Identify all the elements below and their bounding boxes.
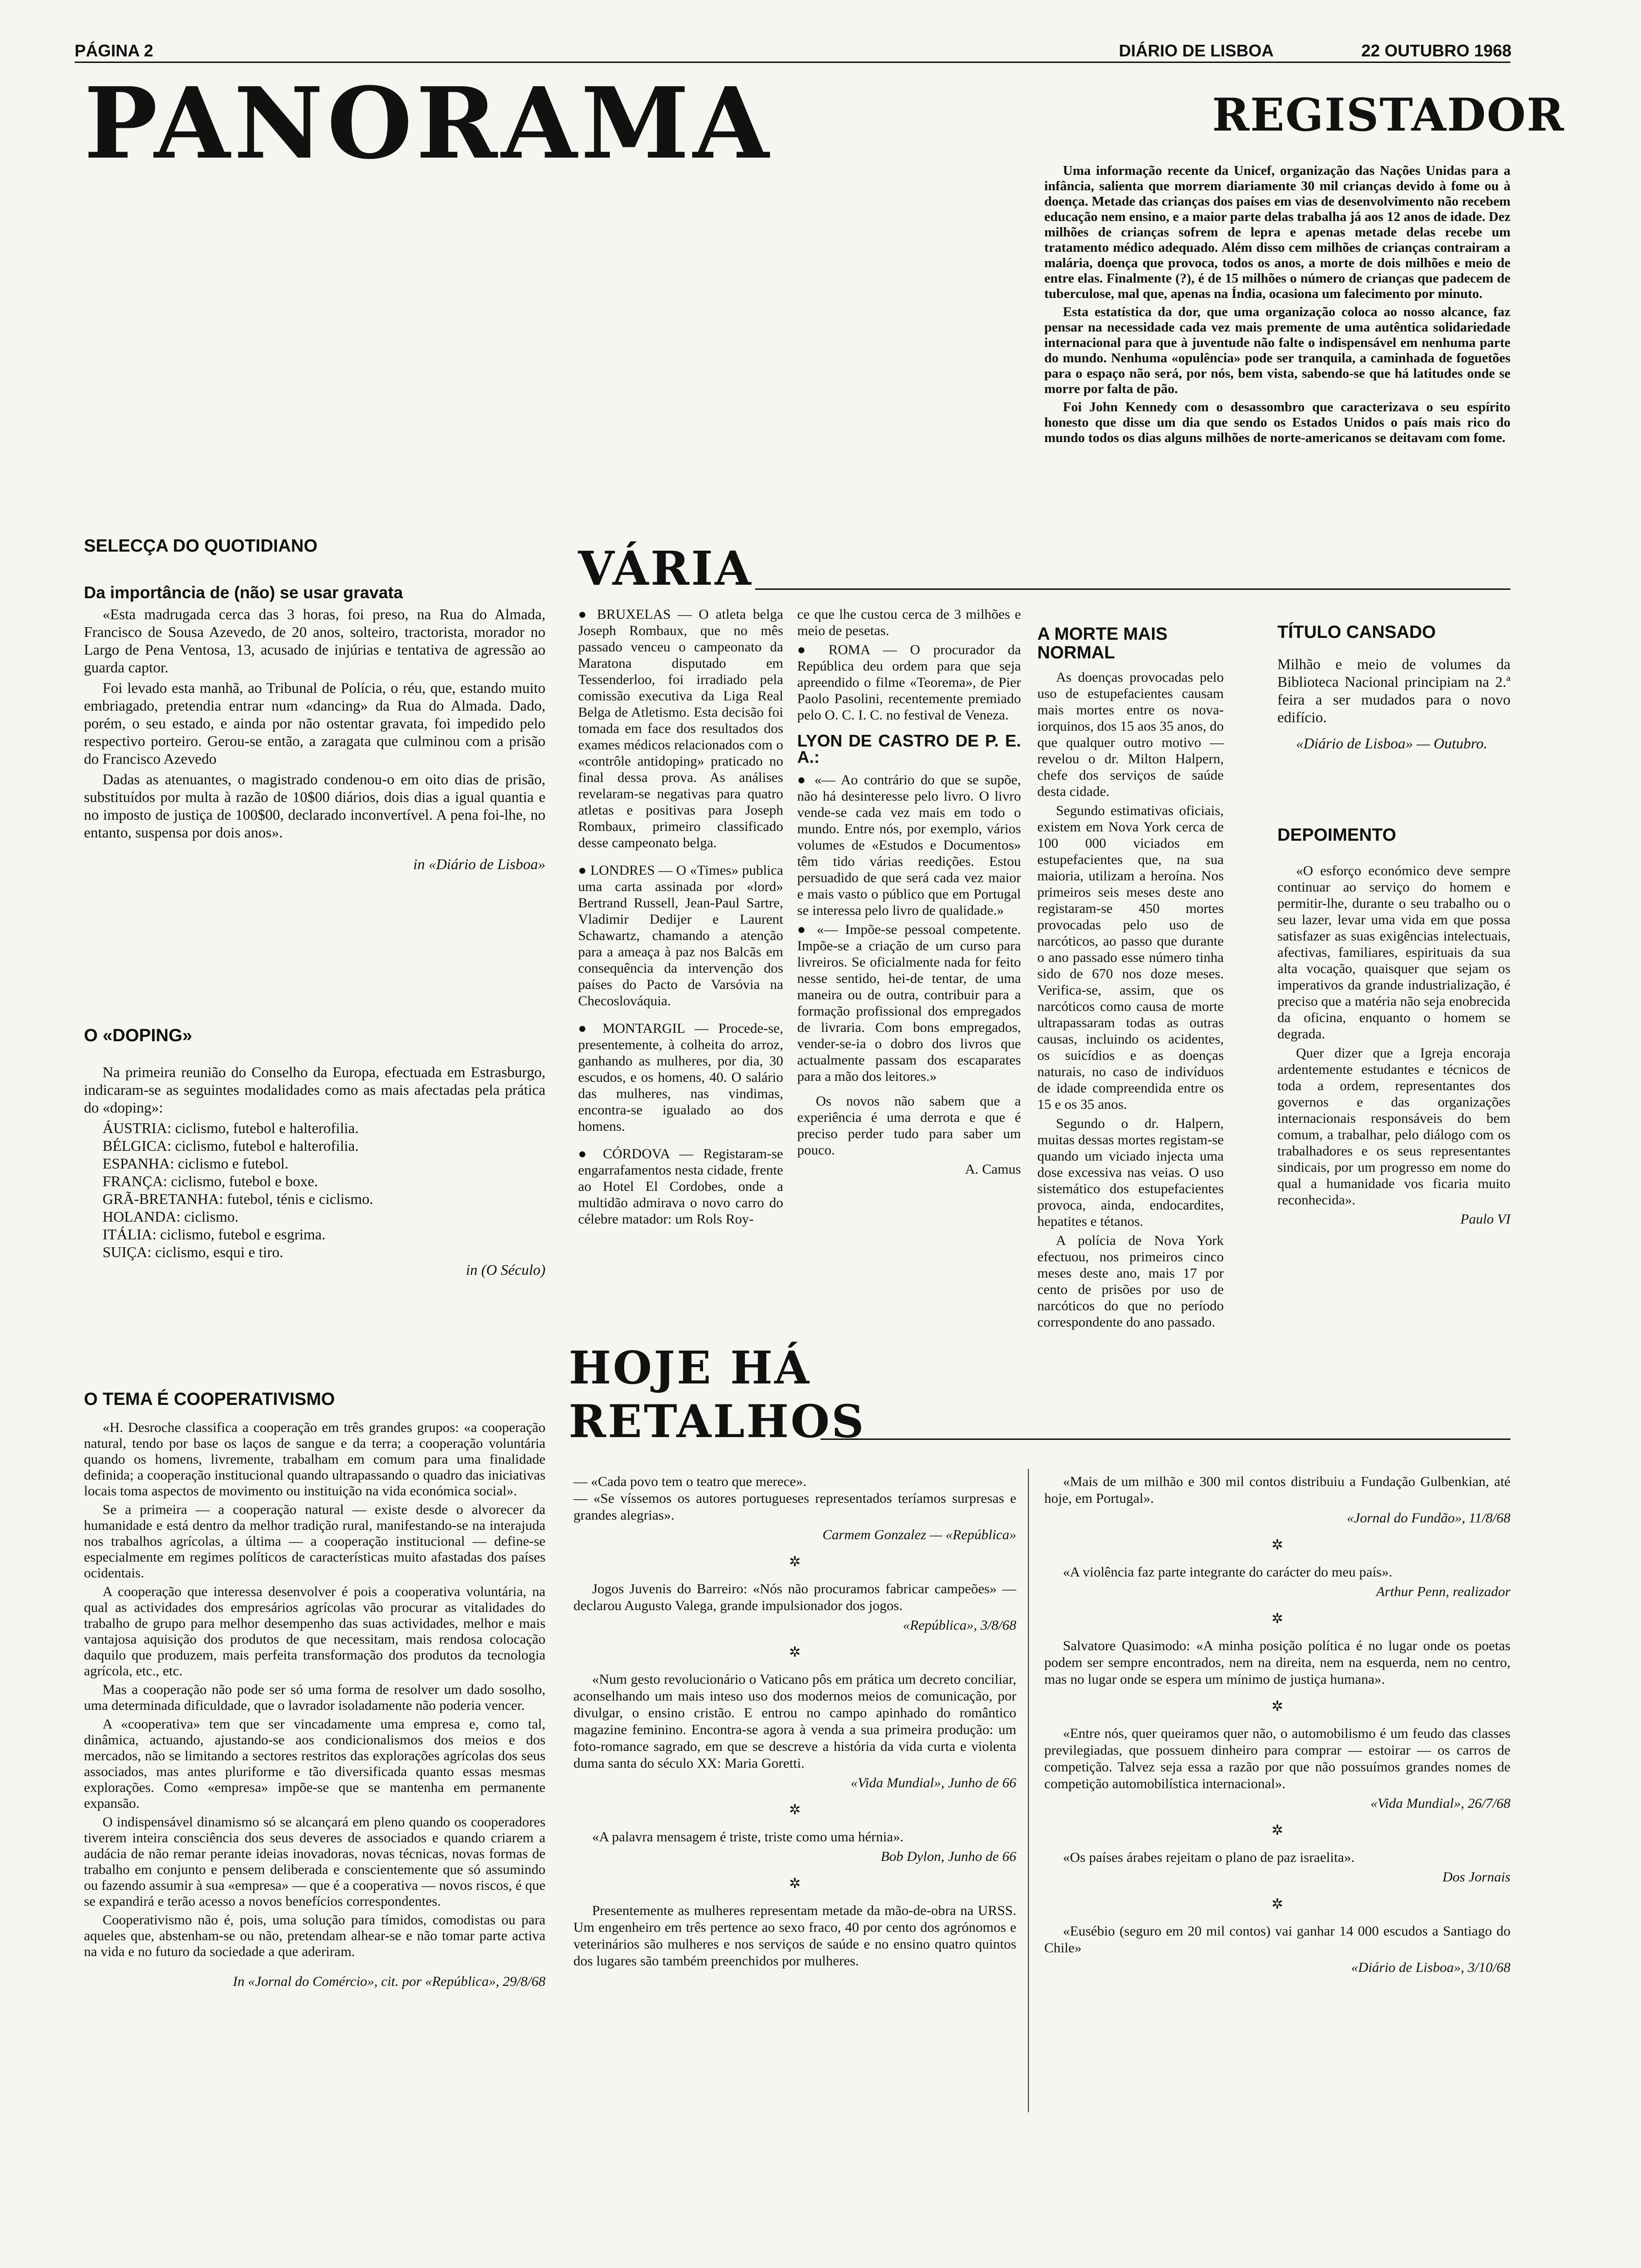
list-item: GRÃ-BRETANHA: futebol, ténis e ciclismo.: [103, 1190, 373, 1207]
morte-article: [1037, 669, 1224, 1333]
lyon-title: LYON DE CASTRO DE P. E. A.:: [797, 731, 1021, 767]
snippet: «Entre nós, quer queiramos quer não, o automobilismo é um feudo das classes previlegiadas, que possuem dinheiro para comprar — estoirar — os carros de competição. Talvez seja essa a razão por que não possuímos grandes nomes de competição automobilística internacional».: [1044, 1726, 1510, 1791]
news-item: ● CÓRDOVA — Registaram-se engarrafamentos nesta cidade, frente ao Hotel El Cordobes, onde a multidão admirava o novo carro do célebre matador: um Rols Roy-: [578, 1146, 783, 1227]
hoje-col1: [573, 1473, 1016, 1972]
source: Arthur Penn, realizador: [1376, 1584, 1510, 1599]
paragraph: Segundo estimativas oficiais, existem em Nova York cerca de 100 000 viciados em estupefacientes que, na sua maioria, utilizam a heroína. Nos primeiros seis meses deste ano registaram-se 450 mortes provocadas pelo uso de narcóticos, ao passo que durante o ano passado esse número tinha sido de 670 nos doze meses. Verifica-se, assim, que os narcóticos como causa de morte ultrapassaram todas as outras causas, incluindo os acidentes, os suicídios e as doenças naturais, no caso de indivíduos de idade compreendida entre os 15 e os 35 anos.: [1037, 803, 1224, 1112]
list-item: FRANÇA: ciclismo, futebol e boxe.: [103, 1173, 318, 1189]
paragraph: A polícia de Nova York efectuou, nos primeiros cinco meses deste ano, mais 17 por cento de prisões por uso de narcóticos do que no período correspondente do ano passado.: [1037, 1233, 1224, 1330]
paragraph: Esta estatística da dor, que uma organização coloca ao nosso alcance, faz pensar na necessidade cada vez mais premente de uma autêntica solidariedade internacional para que à juventude não falte o indispensável em nenhuma parte do mundo. Nenhuma «opulência» pode ser tranquila, a caminhada de foguetões para o espaço não será, por nós, bem vista, sabendo-se que há latitudes onde se morre por falta de pão.: [1044, 304, 1510, 396]
news-item: ● BRUXELAS — O atleta belga Joseph Rombaux, que no mês passado venceu o campeonato da Maratona disputado em Tessenderloo, foi irradiado pela comissão executiva da Liga Real Belga de Atletismo. Esta decisão foi tomada em face dos resultados dos exames médicos relacionados com o «contrôle antidoping» praticado no final dessa prova. As análises revelaram-se negativas para quatro atletas e positivas para Joseph Rombaux, primeiro classificado desse campeonato belga.: [578, 606, 783, 851]
snippet: «Os países árabes rejeitam o plano de paz israelita».: [1063, 1850, 1355, 1865]
separator-star-icon: ✲: [1271, 1537, 1283, 1553]
source: in (O Século): [466, 1261, 545, 1278]
source: in «Diário de Lisboa»: [413, 856, 545, 872]
titulo-article: [1277, 655, 1510, 755]
selecca-article: [84, 605, 545, 876]
hoje-title-line1: HOJE HÁ: [569, 1341, 811, 1394]
paragraph: Uma informação recente da Unicef, organização das Nações Unidas para a infância, salienta que morrem diariamente 30 mil crianças devido à fome ou à doença. Metade das crianças dos países em vias de desenvolvimento não recebem educação nem ensino, e a maior parte delas trabalha já aos 12 anos de idade. Dez milhões de crianças sofrem de lepra e apenas metade delas recebe um tratamento médico adequado. Além disso cem milhões de crianças contrairam a malária, doença que provoca, todos os anos, a morte de dois milhões e meio de entre elas. Finalmente (?), é de 15 milhões o número de crianças que padecem de tuberculose, mal que, apenas na Índia, ocasiona um falecimento por minuto.: [1044, 163, 1510, 301]
doping-list: [84, 1119, 545, 1261]
separator-star-icon: ✲: [1271, 1611, 1283, 1626]
paragraph: Mas a cooperação não pode ser só uma forma de resolver um dado sosolho, uma determinada dificuldade, que o lavrador isoladamente não poderia vencer.: [84, 1682, 545, 1713]
paragraph: Foi levado esta manhã, ao Tribunal de Polícia, o réu, que, estando muito embriagado, pretendia entrar num «dancing» da Rua do Almada. Dado, porém, o seu estado, e ainda por não ostentar gravata, foi impedido pelo respectivo porteiro. Gerou-se então, a zaragata que culminou com a prisão do Francisco Azevedo: [84, 679, 545, 767]
news-item: ce que lhe custou cerca de 3 milhões e meio de pesetas.: [797, 607, 1021, 638]
source: «Diário de Lisboa» — Outubro.: [1296, 735, 1488, 752]
doping-article: [84, 1063, 545, 1281]
separator-star-icon: ✲: [789, 1802, 801, 1818]
issue-date: 22 OUTUBRO 1968: [1361, 41, 1512, 60]
separator-star-icon: ✲: [1271, 1699, 1283, 1714]
source: «Diário de Lisboa», 3/10/68: [1351, 1960, 1510, 1975]
source: «Vida Mundial», 26/7/68: [1370, 1796, 1510, 1811]
depoimento-article: [1277, 863, 1510, 1230]
source: «Vida Mundial», Junho de 66: [850, 1775, 1016, 1791]
quote: ● «— Ao contrário do que se supõe, não há desinteresse pelo livro. O livro vende-se cada vez mais em todo o mundo. Entre nós, por exemplo, vários volumes de «Estudos e Documentos» têm tido várias reedições. Estou persuadido de que será cada vez maior e mais vasto o público que em Portugal se interessa pelo livro de qualidade.»: [797, 772, 1021, 919]
quote: Os novos não sabem que a experiência é uma derrota e que é preciso perder tudo para saber um pouco.: [797, 1093, 1021, 1158]
snippet: — «Cada povo tem o teatro que merece». — «Se víssemos os autores portugueses representados teríamos surpresas e grandes alegrias».: [573, 1474, 1016, 1523]
registador-article: [1044, 163, 1510, 449]
source: Carmem Gonzalez — «República»: [822, 1527, 1016, 1542]
varia-rule: [755, 588, 1510, 590]
list-item: BÉLGICA: ciclismo, futebol e halterofilia.: [103, 1137, 359, 1154]
morte-title: A MORTE MAIS NORMAL: [1037, 624, 1168, 663]
list-item: ÁUSTRIA: ciclismo, futebol e halterofilia.: [103, 1120, 359, 1136]
tema-article: [84, 1420, 545, 1992]
paragraph: «H. Desroche classifica a cooperação em três grandes grupos: «a cooperação natural, tendo por base os laços de sangue e da terra; a cooperação voluntária quando os homens, livremente, trabalham em comum para uma finalidade definida; a cooperação institucional quando ultrapassando o quadro das iniciativas locais toma aspectos de movimento ou instituição na vida económica social».: [84, 1420, 545, 1499]
paragraph: Cooperativismo não é, pois, uma solução para tímidos, comodistas ou para aqueles que, abstenham-se ou não, pretendam alhear-se e não tomar parte activa na vida e no futuro da sociedade a que aderiram.: [84, 1912, 545, 1959]
source: A. Camus: [965, 1162, 1021, 1177]
tema-title: O TEMA É COOPERATIVISMO: [84, 1390, 335, 1409]
source: Bob Dylon, Junho de 66: [881, 1849, 1016, 1864]
paragraph: Na primeira reunião do Conselho da Europa, efectuada em Estrasburgo, indicaram-se as seguintes modalidades como as mais afectadas pela prática do «doping»:: [84, 1064, 545, 1116]
separator-star-icon: ✲: [789, 1876, 801, 1891]
paragraph: Foi John Kennedy com o desassombro que caracterizava o seu espírito honesto que disse um dia que sendo os Estados Unidos o país mais rico do mundo todos os dias alguns milhões de norte-americanos se deitavam com fome.: [1044, 400, 1510, 445]
doping-title: O «DOPING»: [84, 1026, 193, 1045]
titulo-title: TÍTULO CANSADO: [1277, 622, 1436, 642]
paragraph: As doenças provocadas pelo uso de estupefacientes causam mais mortes entre os nova-iorquinos, dos 15 aos 35 anos, do que qualquer outro motivo — revelou o dr. Milton Halpern, chefe dos serviços de saúde desta cidade.: [1037, 670, 1224, 799]
paragraph: A cooperação que interessa desenvolver é pois a cooperativa voluntária, na qual as actividades dos empresários agrícolas vão procurar as vitalidades do trabalho de grupo para melhor desempenho das suas actividades, melhor e mais vantajosa aquisição dos produtos de que necessitam, mais rendosa colocação daquilo que produzem, mais perfeita transformação dos produtos da tecnologia agrícola, etc., etc.: [84, 1584, 545, 1679]
varia-col1: [578, 606, 783, 1230]
paragraph: Milhão e meio de volumes da Biblioteca Nacional principiam na 2.ª feira a ser mudados para o novo edifício.: [1277, 656, 1510, 726]
snippet: Salvatore Quasimodo: «A minha posição política é no lugar onde os poetas podem ser sempre encontrados, nem na direita, nem na esquerda, nem no centro, mas no lugar onde se espera um mínimo de justiça humana».: [1044, 1638, 1510, 1687]
varia-col2: [797, 606, 1021, 1180]
hoje-title-line2: RETALHOS: [569, 1395, 866, 1448]
registador-title: REGISTADOR: [1212, 89, 1565, 141]
paragraph: Dadas as atenuantes, o magistrado condenou-o em oito dias de prisão, substituídos por multa à razão de 10$00 diários, dois dias a igual quantia e no imposto de justiça de 100$00, declarado inconvertível. A pena foi-lhe, no entanto, suspensa por dois anos».: [84, 771, 545, 841]
panorama-title: PANORAMA: [84, 66, 773, 181]
source: Dos Jornais: [1442, 1869, 1510, 1885]
source: «República», 3/8/68: [903, 1618, 1016, 1633]
hoje-col2: [1044, 1473, 1510, 1979]
snippet: «A palavra mensagem é triste, triste como uma hérnia».: [592, 1829, 904, 1845]
snippet: «Mais de um milhão e 300 mil contos distribuiu a Fundação Gulbenkian, até hoje, em Portugal».: [1044, 1474, 1510, 1506]
source: Paulo VI: [1460, 1211, 1510, 1227]
page-number: PÁGINA 2: [75, 41, 153, 60]
paragraph: «Esta madrugada cerca das 3 horas, foi preso, na Rua do Almada, Francisco de Sousa Azevedo, de 20 anos, solteiro, tractorista, morador no Largo de Pena Ventosa, 13, acusado de injúrias e tentativa de agressão ao guarda captor.: [84, 606, 545, 676]
snippet: «A violência faz parte integrante do carácter do meu país».: [1063, 1564, 1393, 1580]
paragraph: Quer dizer que a Igreja encoraja ardentemente estudantes e técnicos de toda a ordem, representantes dos governos e das organizações internacionais responsáveis do bem comum, a trabalhar, pelo diálogo com os trabalhadores e os seus representantes sindicais, por um progresso em nome do qual a humanidade vos ficaria muito reconhecida».: [1277, 1045, 1510, 1208]
quote: ● «— Impõe-se pessoal competente. Impõe-se a criação de um curso para livreiros. Se oficialmente nada for feito nesse sentido, hei-de tentar, de uma maneira ou de outra, contribuir para a formação profissional dos empregados de livraria. Com bons empregados, vender-se-ia o dobro dos livros que actualmente passam dos escaparates para a mão dos leitores.»: [797, 921, 1021, 1085]
separator-star-icon: ✲: [1271, 1823, 1283, 1838]
news-item: ● LONDRES — O «Times» publica uma carta assinada por «lord» Bertrand Russell, Jean-Paul Sartre, Vladimir Dedijer e Laurent Schawartz, chamando a atenção para a ameaça à paz nos Balcãs em consequência da intervenção dos países do Pacto de Varsóvia na Checoslováquia.: [578, 862, 783, 1009]
list-item: ITÁLIA: ciclismo, futebol e esgrima.: [103, 1226, 326, 1243]
header-rule: [75, 62, 1510, 63]
hoje-rule: [820, 1438, 1510, 1440]
news-item: ● MONTARGIL — Procede-se, presentemente, à colheita do arroz, ganhando as mulheres, por dia, 30 escudos, e os homens, 40. O salário das mulheres, nas vindimas, encontra-se igualado ao dos homens.: [578, 1020, 783, 1134]
newspaper-name: DIÁRIO DE LISBOA: [1119, 41, 1274, 60]
list-item: HOLANDA: ciclismo.: [103, 1208, 239, 1225]
snippet: Jogos Juvenis do Barreiro: «Nós não procuramos fabricar campeões» — declarou Augusto Valega, grande impulsionador dos jogos.: [573, 1581, 1016, 1613]
source: «Jornal do Fundão», 11/8/68: [1346, 1510, 1510, 1526]
news-item: ● ROMA — O procurador da República deu ordem para que seja apreendido o filme «Teorema», de Pier Paolo Pasolini, recentemente premiado pelo O. C. I. C. no festival de Veneza.: [797, 642, 1021, 723]
snippet: «Eusébio (seguro em 20 mil contos) vai ganhar 14 000 escudos a Santiago do Chile»: [1044, 1923, 1510, 1956]
source: In «Jornal do Comércio», cit. por «República», 29/8/68: [233, 1974, 545, 1989]
list-item: ESPANHA: ciclismo e futebol.: [103, 1155, 289, 1172]
separator-star-icon: ✲: [789, 1645, 801, 1660]
paragraph: Segundo o dr. Halpern, muitas dessas mortes registam-se quando um viciado injecta uma dose excessiva nas veias. O uso sistemático dos estupefacientes provoca, ainda, endocardites, hepatites e tétanos.: [1037, 1116, 1224, 1229]
snippet: «Num gesto revolucionário o Vaticano pôs em prática um decreto conciliar, aconselhando um mais inteso uso dos modernos meios de comunicação, por divulgar, o ensino cristão. E entrou no campo apinhado do romântico magazine feminino. Encontra-se agora à venda a sua primeira produção: um foto-romance sagrado, em que se descreve a história da vida curta e violenta duma santa do século XX: Maria Goretti.: [573, 1672, 1016, 1771]
selecca-subtitle: Da importância de (não) se usar gravata: [84, 583, 403, 602]
selecca-title: SELECÇA DO QUOTIDIANO: [84, 536, 318, 556]
paragraph: O indispensável dinamismo só se alcançará em pleno quando os cooperadores tiverem inteira consciência dos seus deveres de associados e quando criarem a audácia de não remar perante ideias inovadoras, novas técnicas, novas formas de trabalho em conjunto e pensem deliberada e conscientemente que só assumindo ou fazendo assumir à sua «empresa» — que é a cooperativa — novos riscos, é que se expandirá e terão acesso a novos benefícios correspondentes.: [84, 1814, 545, 1909]
paragraph: Se a primeira — a cooperação natural — existe desde o alvorecer da humanidade e está dentro da melhor tradição rural, manifestando-se na interajuda nos trabalhos agrícolas, a última — a cooperação institucional — define-se especialmente em regimes políticos de características muito afastadas dos países ocidentais.: [84, 1502, 545, 1581]
column-divider: [1028, 1469, 1029, 2112]
paragraph: «O esforço económico deve sempre continuar ao serviço do homem e permitir-lhe, durante o seu trabalho ou o seu lazer, levar uma vida em que possa satisfazer as suas exigências intelectuais, afectivas, familiares, espirituais da sua alta vocação, quaisquer que sejam os imperativos da grande industrialização, é preciso que a matéria não seja enobrecida da oficina, enquanto o homem se degrada.: [1277, 863, 1510, 1042]
separator-star-icon: ✲: [1271, 1896, 1283, 1912]
paragraph: A «cooperativa» tem que ser vincadamente uma empresa e, como tal, dinâmica, actuando, ajustando-se aos condicionalismos dos meios e dos mercados, não se limitando a sectores restritos das explorações agrícolas dos seus associados, mas antes pluriforme e tão diversificada quanto essas mesmas explorações. Como «empresa» impõe-se que se mantenha em permanente expansão.: [84, 1716, 545, 1811]
varia-title: VÁRIA: [578, 541, 753, 596]
list-item: SUIÇA: ciclismo, esqui e tiro.: [103, 1244, 283, 1260]
separator-star-icon: ✲: [789, 1554, 801, 1570]
snippet: Presentemente as mulheres representam metade da mão-de-obra na URSS. Um engenheiro em três pertence ao sexo fraco, 40 por cento dos agrónomos e veterinários são mulheres e nos serviços de saúde e no ensino quatro quintos dos lugares são também preenchidos por mulheres.: [573, 1903, 1016, 1969]
depoimento-title: DEPOIMENTO: [1277, 825, 1396, 845]
